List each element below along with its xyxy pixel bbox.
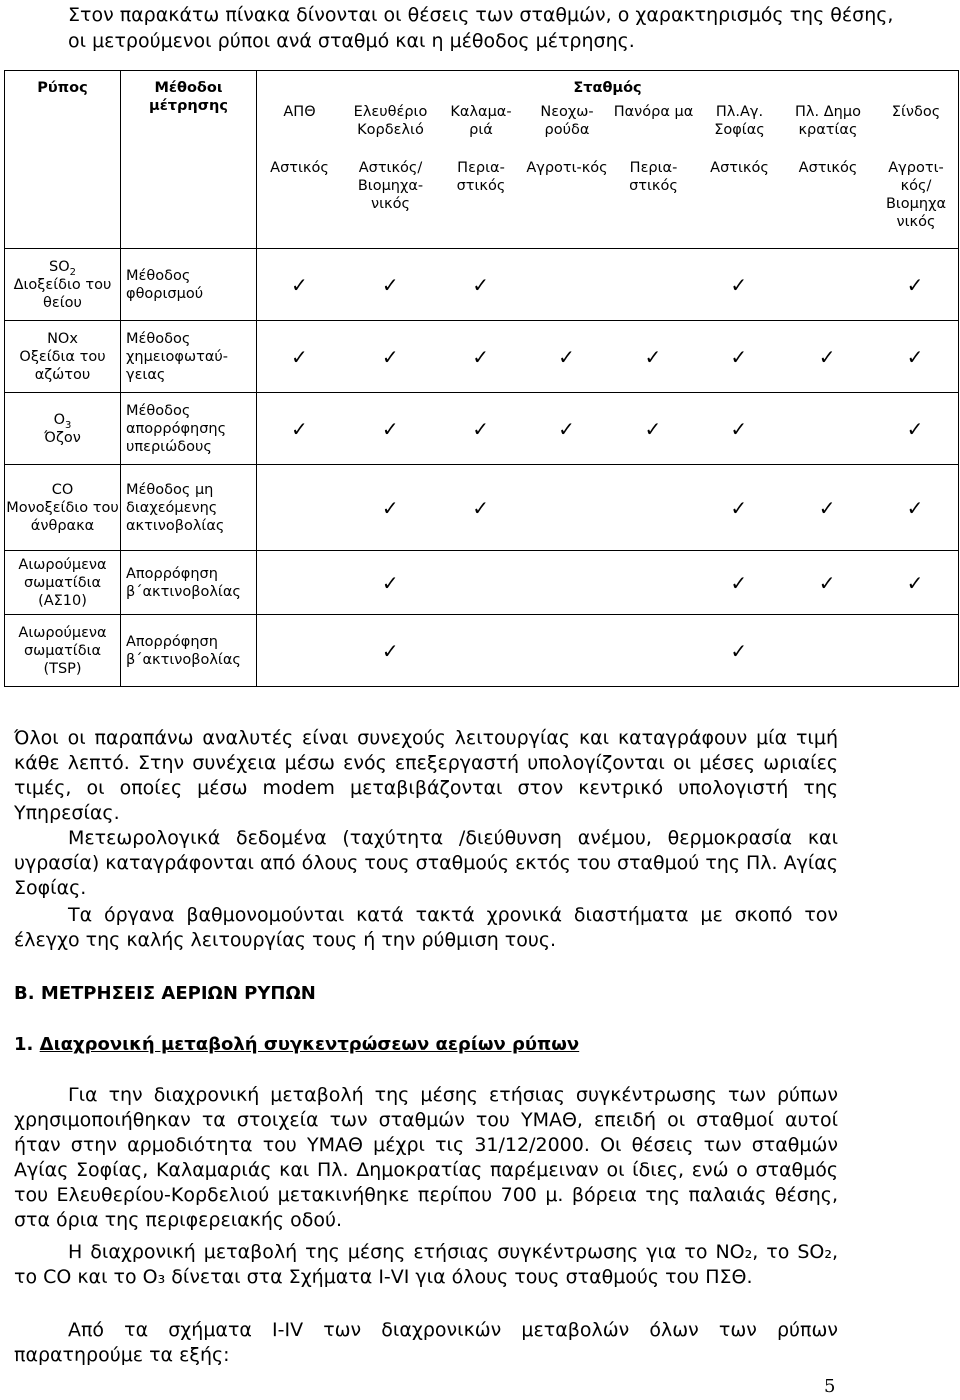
empty-check-slot [523,276,611,294]
header-pollutant: Ρύπος [5,71,121,249]
check-mark-icon: ✓ [472,416,490,441]
empty-check-slot [610,642,695,660]
pollutant-row [5,393,959,465]
checks-cell [257,393,959,465]
pollutant-name: (TSP) [43,660,82,677]
pollutant-name: Μονοξείδιο του άνθρακα [6,499,119,534]
station-name: Σίνδος [891,104,941,120]
check-mark-icon: ✓ [730,344,748,369]
pollutant-name: Οξείδια του αζώτου [19,348,106,383]
station-type: Αστικός/ Βιομηχα-νικός [357,160,424,212]
check-mark-icon: ✓ [381,570,399,595]
section-heading-1-title: Διαχρονική μεταβολή συγκεντρώσεων αερίων ρύπων [39,1034,580,1055]
check-mark-icon: ✓ [472,272,490,297]
method-cell: Απορρόφηση β΄ακτινοβολίας [121,551,257,615]
paragraph-meteo: Μετεωρολογικά δεδομένα (ταχύτητα /διεύθυνση ανέμου, θερμοκρασία και υγρασία) καταγράφονται από όλους τους σταθμούς εκτός του σταθμού της Πλ. Αγίας Σοφίας. [14,827,838,899]
checks-cell [257,615,959,687]
check-mark-icon: ✓ [906,344,924,369]
check-mark-icon: ✓ [730,416,748,441]
station-name: Νεοχω-ρούδα [540,104,594,138]
pollutant-cell [5,249,121,321]
check-mark-icon: ✓ [472,495,490,520]
station-type: Περια-στικός [456,160,506,194]
empty-check-slot [257,574,342,592]
checks-cell [257,249,959,321]
paragraph-analyzers: Όλοι οι παραπάνω αναλυτές είναι συνεχούς λειτουργίας και καταγράφουν μία τιμή κάθε λεπτό. Στην συνέχεια μέσω ενός επεξεργαστή υπολογίζονται οι μέσες ωριαίες τιμές, οι οποίες μέσω modem μεταβιβάζονται στον κεντρικό υπολογιστή της Υπηρεσίας. [14,727,838,824]
station-type: Αγροτι-κός [526,160,608,176]
pollutant-cell [5,393,121,465]
pollutant-symbol: CO [51,481,74,498]
pollutant-name: Διοξείδιο του θείου [13,276,112,311]
empty-check-slot [782,276,872,294]
pollutant-row [5,465,959,551]
pollutant-cell [5,465,121,551]
header-stations [257,71,959,249]
station-name: Ελευθέριο Κορδελιό [353,104,428,138]
empty-check-slot [257,499,342,517]
station-type: Αστικός [710,160,769,176]
check-mark-icon: ✓ [381,344,399,369]
stations-table [4,70,959,687]
station-subheader [257,101,959,231]
check-mark-icon: ✓ [291,416,308,441]
pollutant-symbol: NOx [47,330,78,347]
method-cell: Μέθοδος χημειοφωταύ-γειας [121,321,257,393]
section-heading-b: Β. ΜΕΤΡΗΣΕΙΣ ΑΕΡΙΩΝ ΡΥΠΩΝ [14,983,316,1004]
checks-cell [257,321,959,393]
check-mark-icon: ✓ [906,416,924,441]
station-type: Περια-στικός [629,160,678,194]
check-mark-icon: ✓ [730,570,748,595]
pollutant-subscript: 3 [65,419,72,431]
station-type: Αστικός [798,160,858,176]
check-mark-icon: ✓ [472,344,490,369]
paragraph-observations: Από τα σχήματα Ι-ΙV των διαχρονικών μεταβολών όλων των ρύπων παρατηρούμε τα εξής: [14,1319,838,1366]
check-mark-icon: ✓ [906,495,924,520]
page-number: 5 [824,1376,836,1397]
check-mark-icon: ✓ [291,344,308,369]
check-mark-icon: ✓ [730,495,748,520]
check-mark-icon: ✓ [291,272,308,297]
check-mark-icon: ✓ [818,344,836,369]
station-type: Αγροτι-κός/ Βιομηχα νικός [885,160,947,230]
check-mark-icon: ✓ [906,570,924,595]
pollutant-cell [5,615,121,687]
pollutant-row [5,321,959,393]
check-mark-icon: ✓ [558,344,575,369]
empty-check-slot [523,642,611,660]
check-mark-icon: ✓ [818,495,836,520]
station-name: Πλ.Αγ. Σοφίας [714,104,765,138]
empty-check-slot [523,574,611,592]
empty-check-slot [610,276,695,294]
method-cell: Μέθοδος απορρόφησης υπεριώδους [121,393,257,465]
check-mark-icon: ✓ [381,638,399,663]
station-name: Πλ. Δημο κρατίας [795,104,861,138]
check-mark-icon: ✓ [644,416,662,441]
station-name: Πανόρα μα [613,104,694,120]
intro-paragraph: Στον παρακάτω πίνακα δίνονται οι θέσεις των σταθμών, ο χαρακτηρισμός της θέσης, οι μετρούμενοι ρύποι ανά σταθμό και η μέθοδος μέτρησης. [68,4,894,52]
pollutant-name: (ΑΣ10) [38,592,87,609]
pollutant-symbol: Αιωρούμενα σωματίδια [18,624,107,659]
paragraph-calibration: Τα όργανα βαθμονομούνται κατά τακτά χρονικά διαστήματα με σκοπό τον έλεγχο της καλής λειτουργίας τους ή την ρύθμιση τους. [14,904,838,951]
empty-check-slot [439,574,523,592]
pollutant-row [5,249,959,321]
pollutant-cell [5,551,121,615]
empty-check-slot [782,642,872,660]
paragraph-temporal-change: Για την διαχρονική μεταβολή της μέσης ετήσιας συγκέντρωσης των ρύπων χρησιμοποιήθηκαν τα στοιχεία των σταθμών του ΥΜΑΘ, επειδή οι σταθμοί αυτοί ήταν στην αρμοδιότητα του ΥΜΑΘ μέχρι τις 31/12/2000. Οι θέσεις των σταθμών Αγίας Σοφίας, Καλαμαριάς και Πλ. Δημοκρατίας παρέμειναν οι ίδιες, ενώ ο σταθμός του Ελευθερίου-Κορδελιού μετακινήθηκε περίπου 700 μ. βόρεια της παλαιάς θέσης, στα όρια της περιφερειακής οδού. [14,1084,838,1231]
checks-cell [257,465,959,551]
check-mark-icon: ✓ [818,570,836,595]
check-mark-icon: ✓ [906,272,924,297]
pollutant-symbol: Αιωρούμενα σωματίδια [18,556,107,591]
empty-check-slot [610,574,695,592]
check-mark-icon: ✓ [730,272,748,297]
section-heading-1-number: 1. [14,1034,34,1055]
method-cell: Απορρόφηση β΄ακτινοβολίας [121,615,257,687]
pollutant-symbol: SO [49,258,70,275]
check-mark-icon: ✓ [381,272,399,297]
pollutant-symbol: O [53,411,66,428]
check-mark-icon: ✓ [381,416,399,441]
checks-cell [257,551,959,615]
check-mark-icon: ✓ [381,495,399,520]
station-name: ΑΠΘ [283,104,316,120]
paragraph-figures: Η διαχρονική μεταβολή της μέσης ετήσιας συγκέντρωσης για το NO₂, το SO₂, το CO και το O₃ δίνεται στα Σχήματα Ι-VI για όλους τους σταθμούς του ΠΣΘ. [14,1241,838,1288]
station-type: Αστικός [270,160,329,176]
check-mark-icon: ✓ [730,638,748,663]
pollutant-row [5,551,959,615]
header-method: Μέθοδοι μέτρησης [121,71,257,249]
method-cell: Μέθοδος φθορισμού [121,249,257,321]
header-row [5,71,959,249]
empty-check-slot [257,642,342,660]
empty-check-slot [872,642,958,660]
pollutant-name: Όζον [44,429,81,446]
pollutant-subscript: 2 [69,266,76,278]
empty-check-slot [782,420,872,438]
pollutant-row [5,615,959,687]
method-cell: Μέθοδος μη διαχεόμενης ακτινοβολίας [121,465,257,551]
pollutant-cell [5,321,121,393]
section-heading-1 [14,1034,579,1055]
station-name: Καλαμα-ριά [450,104,512,138]
check-mark-icon: ✓ [558,416,575,441]
check-mark-icon: ✓ [644,344,662,369]
header-station-label: Σταθμός [573,80,642,96]
empty-check-slot [610,499,695,517]
empty-check-slot [523,499,611,517]
empty-check-slot [439,642,523,660]
